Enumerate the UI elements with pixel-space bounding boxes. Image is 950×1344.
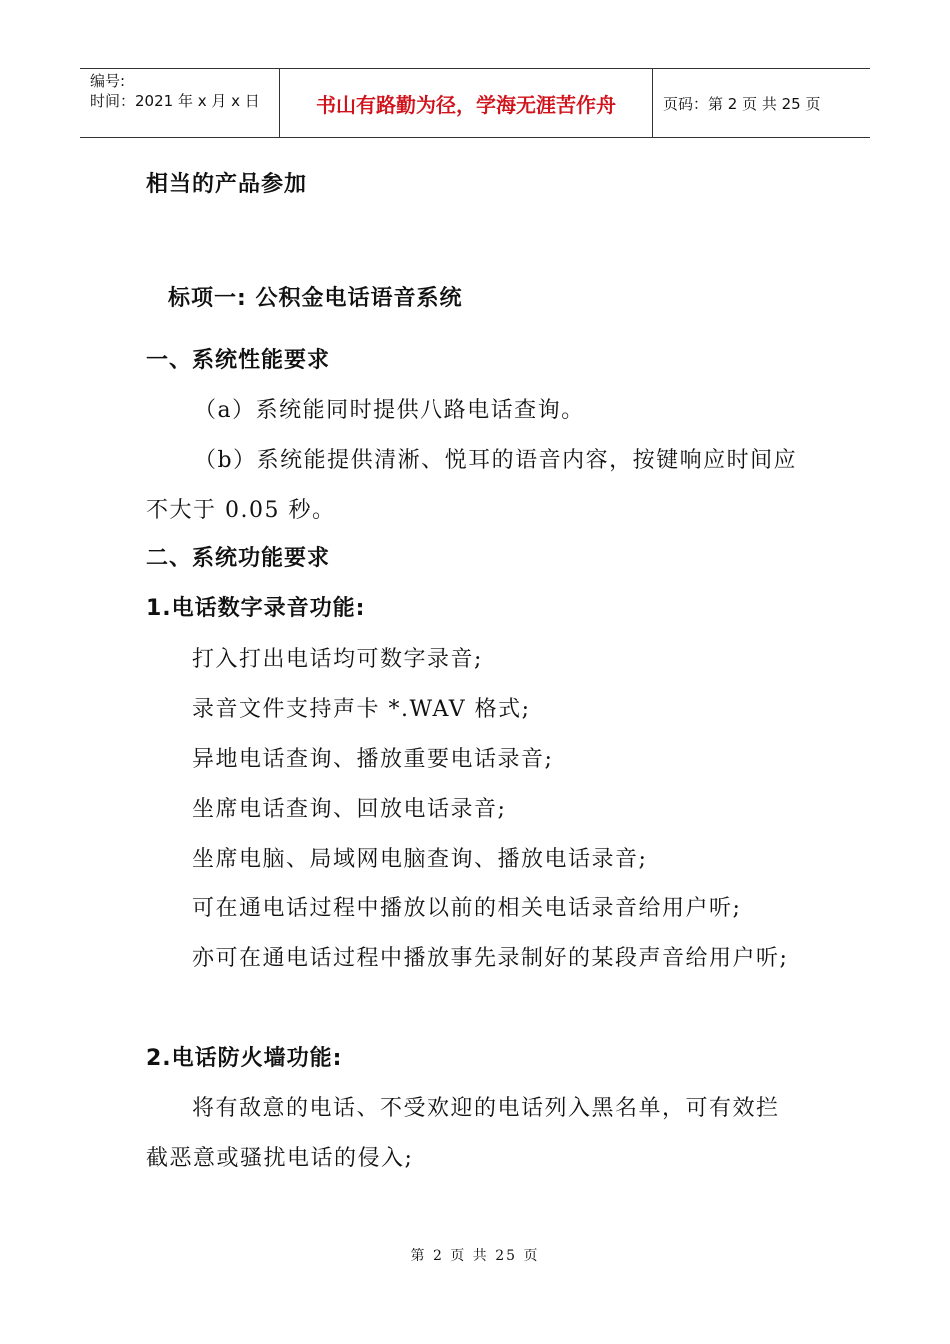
heading-digital-recording: 1.电话数字录音功能: — [146, 596, 366, 621]
heading-firewall: 2.电话防火墙功能: — [146, 1046, 343, 1071]
document-number-label: 编号: — [90, 72, 126, 90]
header-meta — [80, 69, 280, 137]
heading-performance: 一、系统性能要求 — [146, 348, 331, 373]
paragraph-a: （a）系统能同时提供八路电话查询。 — [194, 398, 585, 423]
paragraph-b-line2: 不大于 0.05 秒。 — [146, 498, 336, 523]
document-time-label: 时间：2021 年 x 月 x 日 — [90, 92, 260, 110]
paragraph-b-line1: （b）系统能提供清淅、悦耳的语音内容，按键响应时间应 — [194, 448, 798, 473]
intro-text: 相当的产品参加 — [146, 172, 308, 197]
page-header — [80, 68, 870, 138]
list-item: 可在通电话过程中播放以前的相关电话录音给用户听; — [192, 896, 742, 921]
list-item: 打入打出电话均可数字录音; — [192, 647, 483, 672]
section-title: 标项一: 公积金电话语音系统 — [168, 286, 463, 311]
firewall-paragraph-line2: 截恶意或骚扰电话的侵入; — [146, 1146, 414, 1171]
list-item: 录音文件支持声卡 *.WAV 格式; — [192, 697, 531, 722]
header-page-info: 页码：第 2 页 共 25 页 — [663, 94, 821, 113]
header-motto: 书山有路勤为径，学海无涯苦作舟 — [280, 69, 653, 137]
page-footer: 第 2 页 共 25 页 — [410, 1248, 540, 1264]
list-item: 坐席电话查询、回放电话录音; — [192, 797, 507, 822]
firewall-paragraph-line1: 将有敌意的电话、不受欢迎的电话列入黑名单，可有效拦 — [192, 1096, 780, 1121]
list-item: 坐席电脑、局域网电脑查询、播放电话录音; — [192, 847, 648, 872]
list-item: 亦可在通电话过程中播放事先录制好的某段声音给用户听; — [192, 946, 789, 971]
list-item: 异地电话查询、播放重要电话录音; — [192, 747, 554, 772]
heading-functions: 二、系统功能要求 — [146, 546, 331, 571]
